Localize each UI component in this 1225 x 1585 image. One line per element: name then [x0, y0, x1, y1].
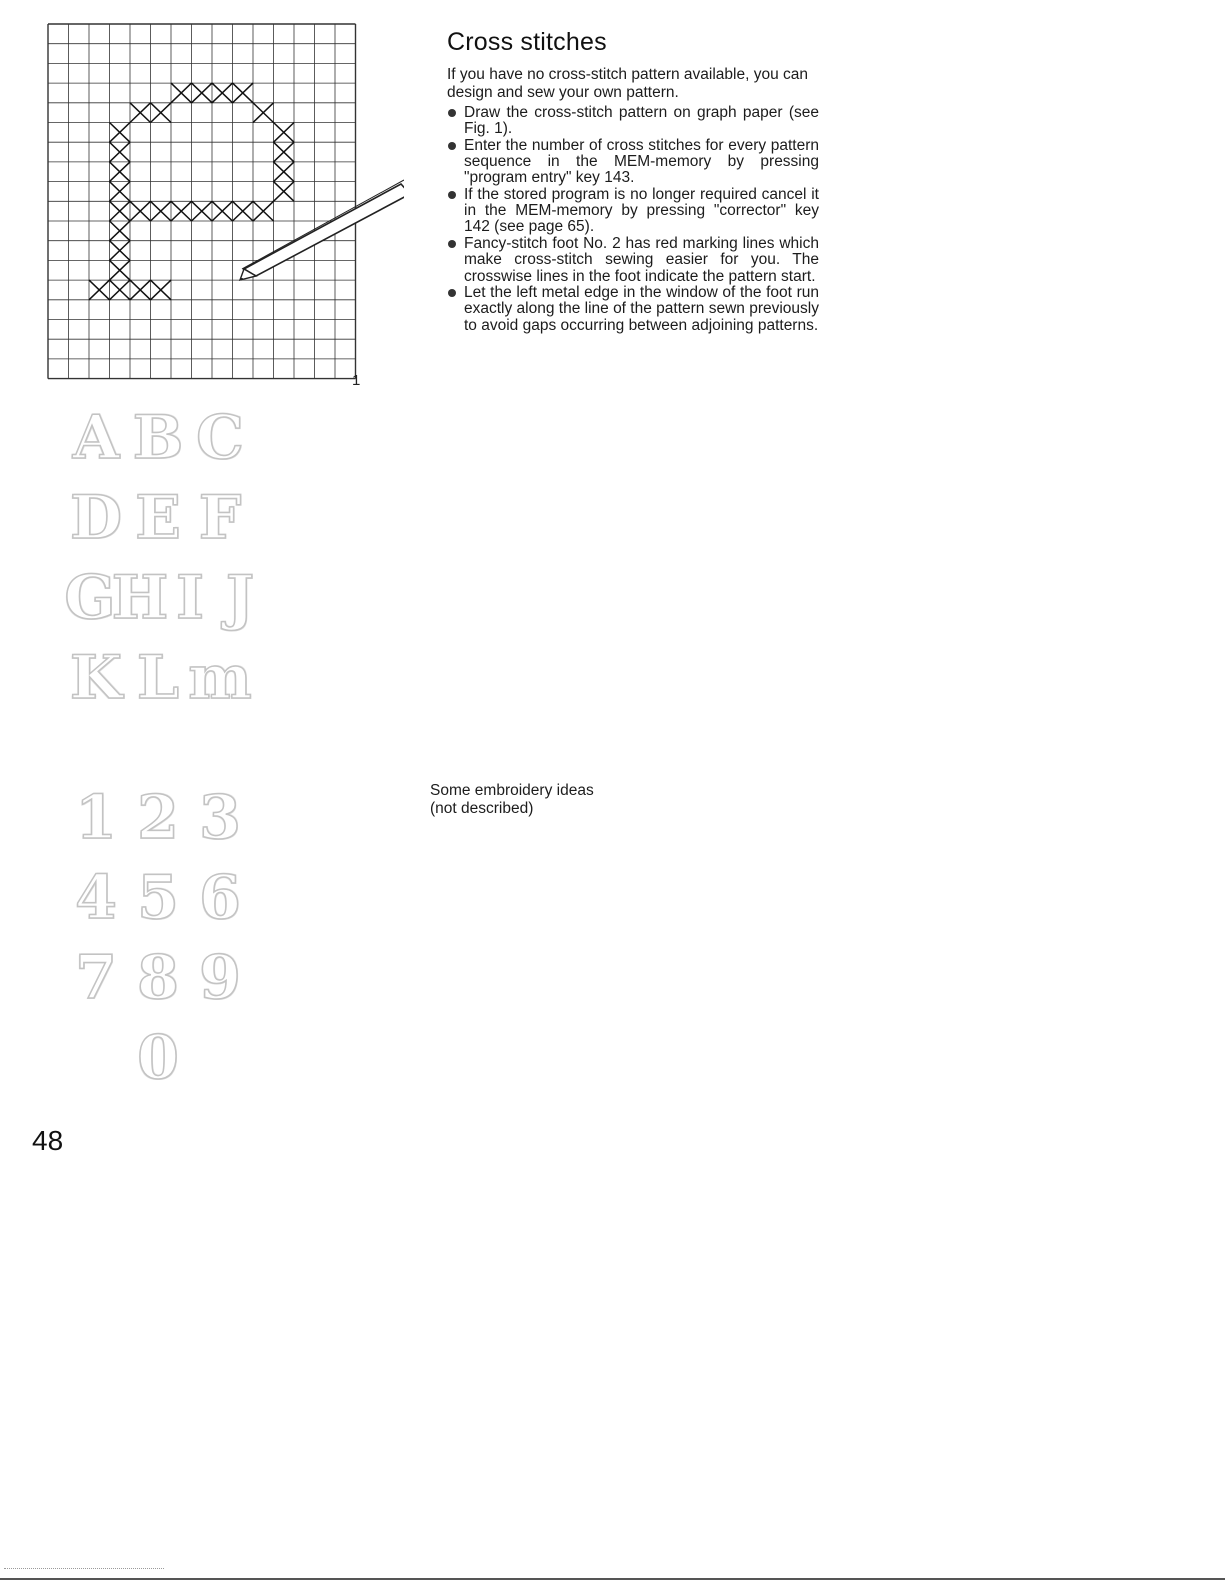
embroidered-glyph: B: [132, 403, 184, 473]
embroidered-glyph: E: [135, 483, 181, 553]
numbers-row: [70, 785, 300, 851]
alphabet-row: [70, 485, 300, 551]
cross-stitch: [110, 201, 131, 221]
embroidered-glyph: 2: [137, 783, 179, 853]
embroidered-glyph: 1: [75, 783, 117, 853]
embroidered-glyph: H: [111, 563, 169, 633]
intro-paragraph: If you have no cross-stitch pattern available, you can design and sew your own pattern.: [447, 66, 809, 101]
cross-stitch: [212, 201, 233, 221]
cross-stitch: [130, 201, 151, 221]
cross-stitch: [130, 103, 151, 123]
graph-grid: [48, 24, 356, 379]
cross-stitch: [110, 280, 131, 300]
cross-stitch: [110, 221, 131, 241]
cross-stitch: [233, 201, 254, 221]
cross-stitch: [130, 280, 151, 300]
pencil-illustration: [240, 180, 404, 281]
cross-stitch: [110, 123, 131, 143]
cross-stitch: [171, 201, 192, 221]
cross-stitch: [274, 162, 295, 182]
embroidered-glyph: 5: [137, 863, 179, 933]
figure-number: 1: [352, 372, 361, 389]
cross-stitch: [89, 280, 110, 300]
embroidered-glyph: 0: [137, 1023, 179, 1093]
numbers-row: [70, 945, 300, 1011]
embroidery-ideas-caption: Some embroidery ideas (not described): [430, 782, 594, 817]
cross-stitch: [110, 260, 131, 280]
embroidered-glyph: F: [198, 483, 242, 553]
cross-stitch: [110, 162, 131, 182]
cross-stitch: [110, 241, 131, 261]
embroidered-glyph: A: [72, 403, 120, 473]
cross-stitch: [110, 182, 131, 202]
page-bottom-border: [0, 1578, 1225, 1580]
section-title: Cross stitches: [447, 28, 607, 56]
numbers-row: [70, 1025, 300, 1091]
cross-stitch: [171, 83, 192, 103]
alphabet-row: [70, 645, 300, 711]
instruction-list: [447, 105, 819, 334]
page-number: 48: [32, 1125, 64, 1156]
embroidered-glyph: 8: [137, 943, 179, 1013]
embroidered-glyph: m: [188, 643, 252, 713]
cross-stitch: [212, 83, 233, 103]
graph-paper-figure: [44, 22, 404, 386]
embroidered-glyph: 3: [199, 783, 241, 853]
cross-stitch: [253, 201, 274, 221]
cross-stitch: [233, 83, 254, 103]
embroidered-glyph: 7: [75, 943, 117, 1013]
embroidered-glyph: 4: [75, 863, 117, 933]
cross-stitch: [151, 103, 172, 123]
embroidered-alphabet: [64, 403, 300, 725]
alphabet-row: [70, 405, 300, 471]
cross-stitch: [274, 182, 295, 202]
cross-stitch: [253, 103, 274, 123]
cross-stitch: [151, 280, 172, 300]
embroidered-glyph: 9: [199, 943, 241, 1013]
cross-stitch: [110, 142, 131, 162]
embroidered-glyph: I: [175, 563, 205, 633]
cross-stitch: [192, 83, 213, 103]
embroidered-glyph: D: [69, 483, 123, 553]
alphabet-row: [64, 563, 300, 633]
scan-artifact: [4, 1568, 164, 1570]
embroidered-glyph: K: [69, 643, 123, 713]
cross-stitch: [151, 201, 172, 221]
cross-stitch: [192, 201, 213, 221]
instruction-item: Fancy-stitch foot No. 2 has red marking lines which make cross-stitch sewing easier for you. The crosswise lines in the foot indicate the pattern start.: [447, 236, 819, 285]
embroidered-glyph: L: [136, 643, 180, 713]
instruction-item: If the stored program is no longer required cancel it in the MEM-memory by pressing "corrector" key 142 (see page 65).: [447, 187, 819, 236]
embroidered-glyph: J: [225, 563, 255, 633]
instruction-item: Enter the number of cross stitches for every pattern sequence in the MEM-memory by pressing "program entry" key 143.: [447, 138, 819, 187]
embroidered-numbers: [70, 785, 300, 1105]
embroidered-glyph: G: [64, 563, 116, 633]
embroidered-glyph: C: [196, 403, 244, 473]
cross-stitch: [274, 123, 295, 143]
instruction-item: Draw the cross-stitch pattern on graph paper (see Fig. 1).: [447, 105, 819, 137]
cross-stitch: [274, 142, 295, 162]
numbers-row: [70, 865, 300, 931]
instruction-item: Let the left metal edge in the window of the foot run exactly along the line of the pattern sewn previously to avoid gaps occurring between adjoining patterns.: [447, 285, 819, 334]
embroidered-glyph: 6: [199, 863, 241, 933]
